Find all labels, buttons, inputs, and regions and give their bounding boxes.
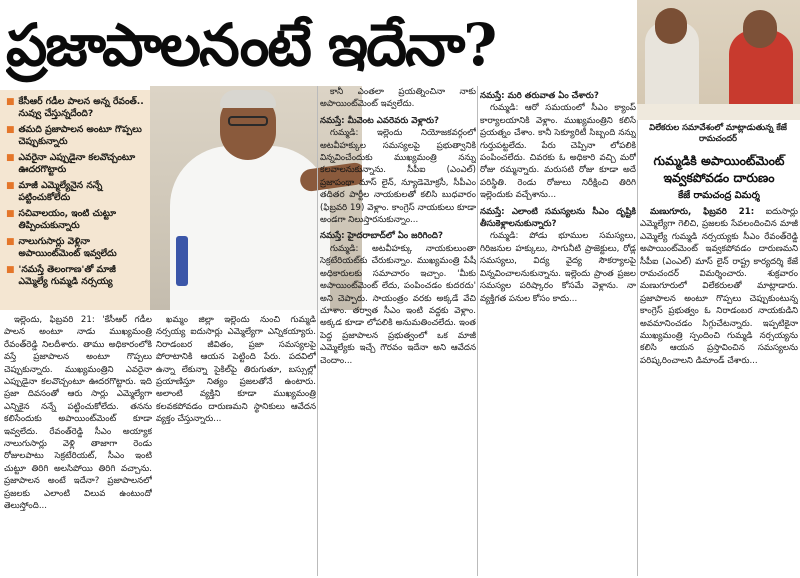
article-text: గుమ్మడి: ఇల్లెందు నియోజకవర్గంలో అటవీహక్కుల సమస్యలపై ప్రభుత్వానికి విన్నవించేందుకు ముఖ్యమంత్రి నన్ను కలవాలనుకున్నాను. సీపీఐ (ఎంఎల్) ప్రజాపంథా మాస్ లైన్, న్యూడెమోక్రసీ, సీపీఎం తదితర పార్టీల నాయకులతో కలిసి బుధవారం (ఫిబ్రవరి 19) వెళ్లాం. కాంగ్రెస్ నాయకులు కూడా అండగా నిలుస్తారనుకున్నాం... [320,128,476,226]
article-text: కానీ ఎంతలా ప్రయత్నించినా నాకు అపాయింట్‌మెంట్ ఇవ్వలేదు. [320,87,476,110]
sidebar-byline: కేజే రామచంద్ర విమర్శ [678,190,760,201]
highlight-text: సచివాలయం, ఇంటి చుట్టూ తిప్పించుకున్నారు [18,208,116,231]
interview-question: నమస్తే: మీవెంట ఎవరెవరు వెళ్లారు? [320,115,440,126]
highlight-item [6,236,146,260]
dateline: మణుగూరు, ఫిబ్రవరి 21: [650,207,755,217]
bullet-icon: ■ [6,237,15,247]
sidebar-headline: గుమ్మడికి అపాయింట్‌మెంట్ ఇవ్వకపోవడం దారుణం [653,153,785,185]
highlight-item [6,180,146,204]
highlight-text: ఎవరైనా ఎప్పుడైనా కలవొచ్చంటూ ఊదరగొట్టారు [18,152,136,175]
bullet-icon: ■ [6,181,15,191]
highlight-item [6,96,146,120]
article-column-1 [4,314,152,576]
bullet-icon: ■ [6,265,15,275]
column-divider [637,120,638,576]
article-column-2 [156,314,316,576]
column-divider [317,86,318,576]
interview-question: నమస్తే: ఎలాంటి సమస్యలను సీఎం దృష్టికి తీసుకెళ్లాలనుకున్నారు? [480,206,636,230]
highlight-text: నాలుగుసార్లు వెళ్లినా అపాయింట్‌మెంట్ ఇవ్వలేదు [18,236,117,259]
bullet-icon: ■ [6,209,15,219]
highlights-box [0,90,150,310]
highlight-item [6,124,146,148]
highlight-item [6,264,146,288]
article-text: ఖమ్మం జిల్లా ఇల్లెందు నుంచి గుమ్మడి నర్సయ్య ఐదుసార్లు ఎమ్మెల్యేగా ఎన్నికయ్యారు. నిరాడంబర జీవితం, ప్రజా సమస్యలపై పోరాటానికి ఆయన పెట్టింది పేరు. పదవిలో ఉన్నా లేకున్నా సైకిల్‌పై తిరుగుతూ, బస్సుల్లో ప్రయాణిస్తూ నిత్యం ప్రజలతోనే ఉంటారు. అలాంటి వ్యక్తిని కూడా ముఖ్యమంత్రి కలవకపోవడం దారుణమని స్థానికులు ఆవేదన వ్యక్తం చేస్తున్నారు... [156,315,316,425]
highlight-text: తమది ప్రజాపాలన అంటూ గొప్పలు చెప్పుకున్నారు [18,124,142,147]
bullet-icon: ■ [6,153,15,163]
article-text: గుమ్మడి: ఆరో సమయంలో సీఎం క్యాంప్ కార్యాలయానికి వెళ్లాం. ముఖ్యమంత్రిని కలిసే ప్రయత్నం చేశాం. కానీ సెక్యూరిటీ సిబ్బంది నన్ను గుర్తుపట్టలేదు. పేరు చెప్పినా లోపలికి పంపించలేదు. చివరకు ఓ అధికారి వచ్చి మరో రోజు రమ్మన్నారు. మరుసటి రోజు కూడా అదే పరిస్థితి. రెండు రోజులు నిరీక్షించి తిరిగి ఇల్లెందుకు వచ్చేశాను... [480,103,636,201]
bullet-icon: ■ [6,125,15,135]
article-text: గుమ్మడి: పోడు భూముల సమస్యలు, గిరిజనుల హక్కులు, సాగునీటి ప్రాజెక్టులు, రోడ్ల సమస్యలు, విద్య వైద్య సౌకర్యాలపై విన్నవించాలనుకున్నాను. ఇల్లెందు ప్రాంత ప్రజల సమస్యల పరిష్కారం కోసమే వెళ్లాను. నా వ్యక్తిగత పనుల కోసం కాదు... [480,231,636,304]
highlight-item [6,152,146,176]
highlight-item [6,208,146,232]
article-text: ఇల్లెందు, ఫిబ్రవరి 21: 'కేసీఆర్ గడీల పాలన అంటూ నాడు ముఖ్యమంత్రి రేవంత్‌రెడ్డి నిలదీశారు. తాము అధికారంలోకి వస్తే ప్రజాపాలన అంటూ గొప్పలు చెప్పుకున్నారు. ముఖ్యమంత్రిని ఎవరైనా ఎప్పుడైనా కలవొచ్చంటూ ఊదరగొట్టారు. ఇది ప్రజా దివసంతో ఆరు సార్లు ఎమ్మెల్యేగా ఎన్నికైన నన్నే పట్టించుకోలేదు. తనను కలిసేందుకు అపాయింట్‌మెంట్ కూడా ఇవ్వలేదు. రేవంత్‌రెడ్డి సీఎం అయ్యాక నాలుగుసార్లు వెళ్లి తాజాగా రెండు రోజులపాటు సెక్రటేరియట్, సీఎం ఇంటి చుట్టూ తిరిగి అలసిపోయి తిరిగి వచ్చాను. ప్రజాపాలన అంటే ఇదేనా? ప్రజాపాలనలో ప్రజలకు ఎలాంటి విలువ ఉంటుందో తెలుస్తోంది... [4,315,152,512]
headline: ప్రజాపాలనంటే ఇదేనా? [6,11,496,79]
column-divider [477,86,478,576]
highlight-text: 'నమస్తే తెలంగాణ'తో మాజీ ఎమ్మెల్యే గుమ్మడి నర్సయ్య [18,264,116,287]
sidebar-article [640,206,798,576]
interview-question: నమస్తే: మరి తరువాత ఏం చేశారు? [480,91,599,101]
interview-question: నమస్తే: హైదరాబాద్‌లో ఏం జరిగింది? [320,231,443,242]
article-column-3 [320,86,476,574]
article-text: ఐదుసార్లు ఎమ్మెల్యేగా గెలిచి, ప్రజలకు సేవలందించిన మాజీ ఎమ్మెల్యే గుమ్మడి నర్సయ్యకు సీఎం రేవంత్‌రెడ్డి అపాయింట్‌మెంట్ ఇవ్వకపోవడం దారుణమని సీపీఐ (ఎంఎల్) మాస్ లైన్ రాష్ట్ర కార్యదర్శి కేజే రామచందర్ విమర్శించారు. శుక్రవారం మణుగూరులో విలేకరులతో మాట్లాడారు. ప్రజాపాలన అంటూ గొప్పలు చెప్పుకుంటున్న కాంగ్రెస్ ప్రభుత్వం ఓ నిరాడంబర నాయకుడిని అవమానించడం సిగ్గుచేటన్నారు. ఇప్పటికైనా ముఖ్యమంత్రి స్పందించి గుమ్మడి నర్సయ్యను కలిసి ఆయన ప్రస్తావించిన సమస్యలను పరిష్కరించాలని డిమాండ్ చేశారు... [640,207,798,366]
article-text: గుమ్మడి: అటవీహక్కు నాయకులుంతా సెక్రటేరియట్‌కు చేరుకున్నాం. ముఖ్యమంత్రి పేషీ అధికారులకు సమాచారం ఇచ్చాం. 'మీకు అపాయింట్‌మెంట్ లేదు, పంపించడం కుదరదు' అని చెప్పారు. సాయంత్రం వరకు అక్కడే వేచి చూశాం. తర్వాత సీఎం ఇంటి వద్దకు వెళ్లాం. అక్కడ కూడా లోపలికి అనుమతించలేదు. ఇంత పెద్ద ప్రజాపాలన ప్రభుత్వంలో ఒక మాజీ ఎమ్మెల్యేకు ఇచ్చే గౌరవం ఇదేనా అని ఆవేదన చెందాం... [320,243,476,366]
photo-caption: విలేకరుల సమావేశంలో మాట్లాడుతున్న కేజే రామచందర్ [649,122,787,143]
article-column-4 [480,86,636,574]
highlight-text: మాజీ ఎమ్మెల్యేనైన నన్నే పట్టించుకోలేదు [18,180,103,203]
highlight-text: కేసీఆర్ గడీల పాలన అన్న రేవంత్.. నువ్వు చేస్తున్నదేంది? [18,96,144,119]
sidebar-photo [637,0,800,120]
bullet-icon: ■ [6,97,15,107]
